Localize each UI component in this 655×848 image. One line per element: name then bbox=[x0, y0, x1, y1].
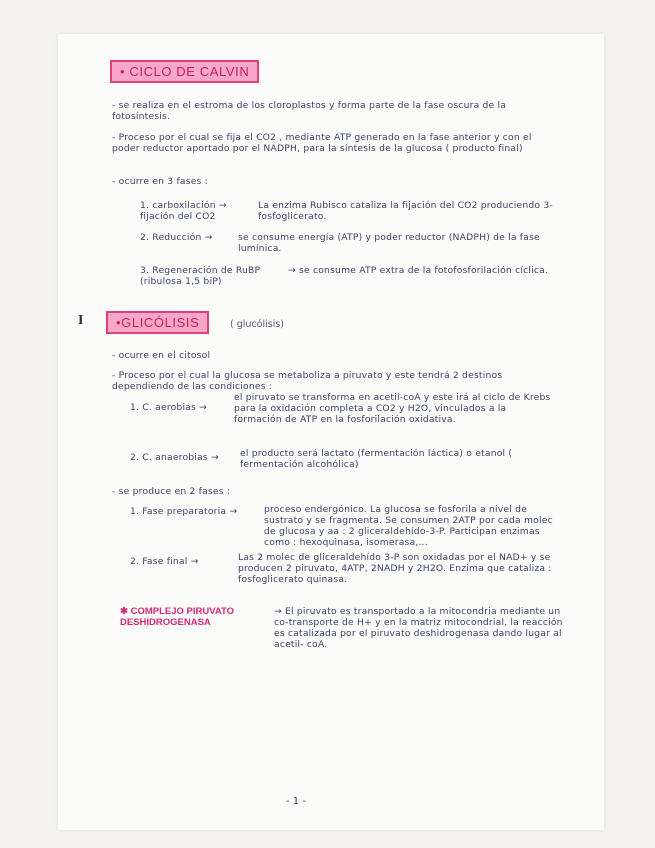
condition-aerobic-label: 1. C. aerobias → bbox=[130, 402, 208, 413]
calvin-step-3-label: 3. Regeneración de RuBP (ribulosa 1,5 biP) bbox=[140, 265, 261, 287]
glucolisis-aside: ( glucólisis) bbox=[230, 319, 284, 330]
glucolisis-paragraph-3: - se produce en 2 fases : bbox=[112, 486, 231, 497]
condition-aerobic-text: el piruvato se transforma en acetil-coA y este irá al ciclo de Krebs para la oxidación completa a CO2 y H2O, vinculados a la formación de ATP en la fosforilación oxidativa. bbox=[234, 392, 551, 425]
calvin-paragraph-2: - Proceso por el cual se fija el CO2 , mediante ATP generado en la fase anterior y con el poder reductor aportado por el NADPH, para la síntesis de la glucosa ( producto final) bbox=[112, 132, 532, 154]
page-number: - 1 - bbox=[286, 796, 306, 807]
calvin-step-3-text: → se consume ATP extra de la fotofosforilación cíclica. bbox=[288, 265, 549, 276]
glucolisis-paragraph-2: - Proceso por el cual la glucosa se metaboliza a piruvato y este tendrá 2 destinos dependiendo de las condiciones : bbox=[112, 370, 503, 392]
complejo-text: → El piruvato es transportado a la mitocondria mediante un co-transporte de H+ y en la matriz mitocondrial, la reacción es catalizada por el piruvato deshidrogenasa dando lugar al acetil- coA. bbox=[274, 606, 563, 650]
phase-1-text: proceso endergónico. La glucosa se fosforila a nivel de sustrato y se fragmenta. Se consumen 2ATP por cada molec de glucosa y aa : 2 gliceraldehído-3-P. Participan enzimas como : hexoquinasa, isomerasa,... bbox=[264, 504, 553, 548]
calvin-paragraph-1: - se realiza en el estroma de los cloroplastos y forma parte de la fase oscura de la fotosíntesis. bbox=[112, 100, 507, 122]
condition-anaerobic-label: 2. C. anaerobias → bbox=[130, 452, 219, 463]
complejo-label: ✱ COMPLEJO PIRUVATO DESHIDROGENASA bbox=[120, 606, 235, 628]
calvin-step-2-text: se consume energía (ATP) y poder reductor (NADPH) de la fase lumínica. bbox=[238, 232, 540, 254]
calvin-title: • CICLO DE CALVIN bbox=[110, 60, 259, 83]
phase-2-text: Las 2 molec de gliceraldehído 3-P son oxidadas por el NAD+ y se producen 2 piruvato, 4ATP, 2NADH y 2H2O. Enzima que cataliza : fosfoglicerato quinasa. bbox=[238, 552, 552, 585]
calvin-step-1-text: La enzima Rubisco cataliza la fijación del CO2 produciendo 3-fosfoglicerato. bbox=[258, 200, 553, 222]
phase-2-label: 2. Fase final → bbox=[130, 556, 199, 567]
notebook-page bbox=[58, 34, 604, 830]
phase-1-label: 1. Fase preparatoria → bbox=[130, 506, 238, 517]
calvin-paragraph-3: - ocurre en 3 fases : bbox=[112, 176, 208, 187]
condition-anaerobic-text: el producto será lactato (fermentación láctica) o etanol ( fermentación alcohólica) bbox=[240, 448, 513, 470]
section-roman-numeral: I bbox=[78, 313, 84, 328]
glucolisis-title: •GLICÓLISIS bbox=[106, 311, 209, 334]
calvin-step-1-label: 1. carboxilación → fijación del CO2 bbox=[140, 200, 227, 222]
glucolisis-paragraph-1: - ocurre en el citosol bbox=[112, 350, 211, 361]
calvin-step-2-label: 2. Reducción → bbox=[140, 232, 213, 243]
